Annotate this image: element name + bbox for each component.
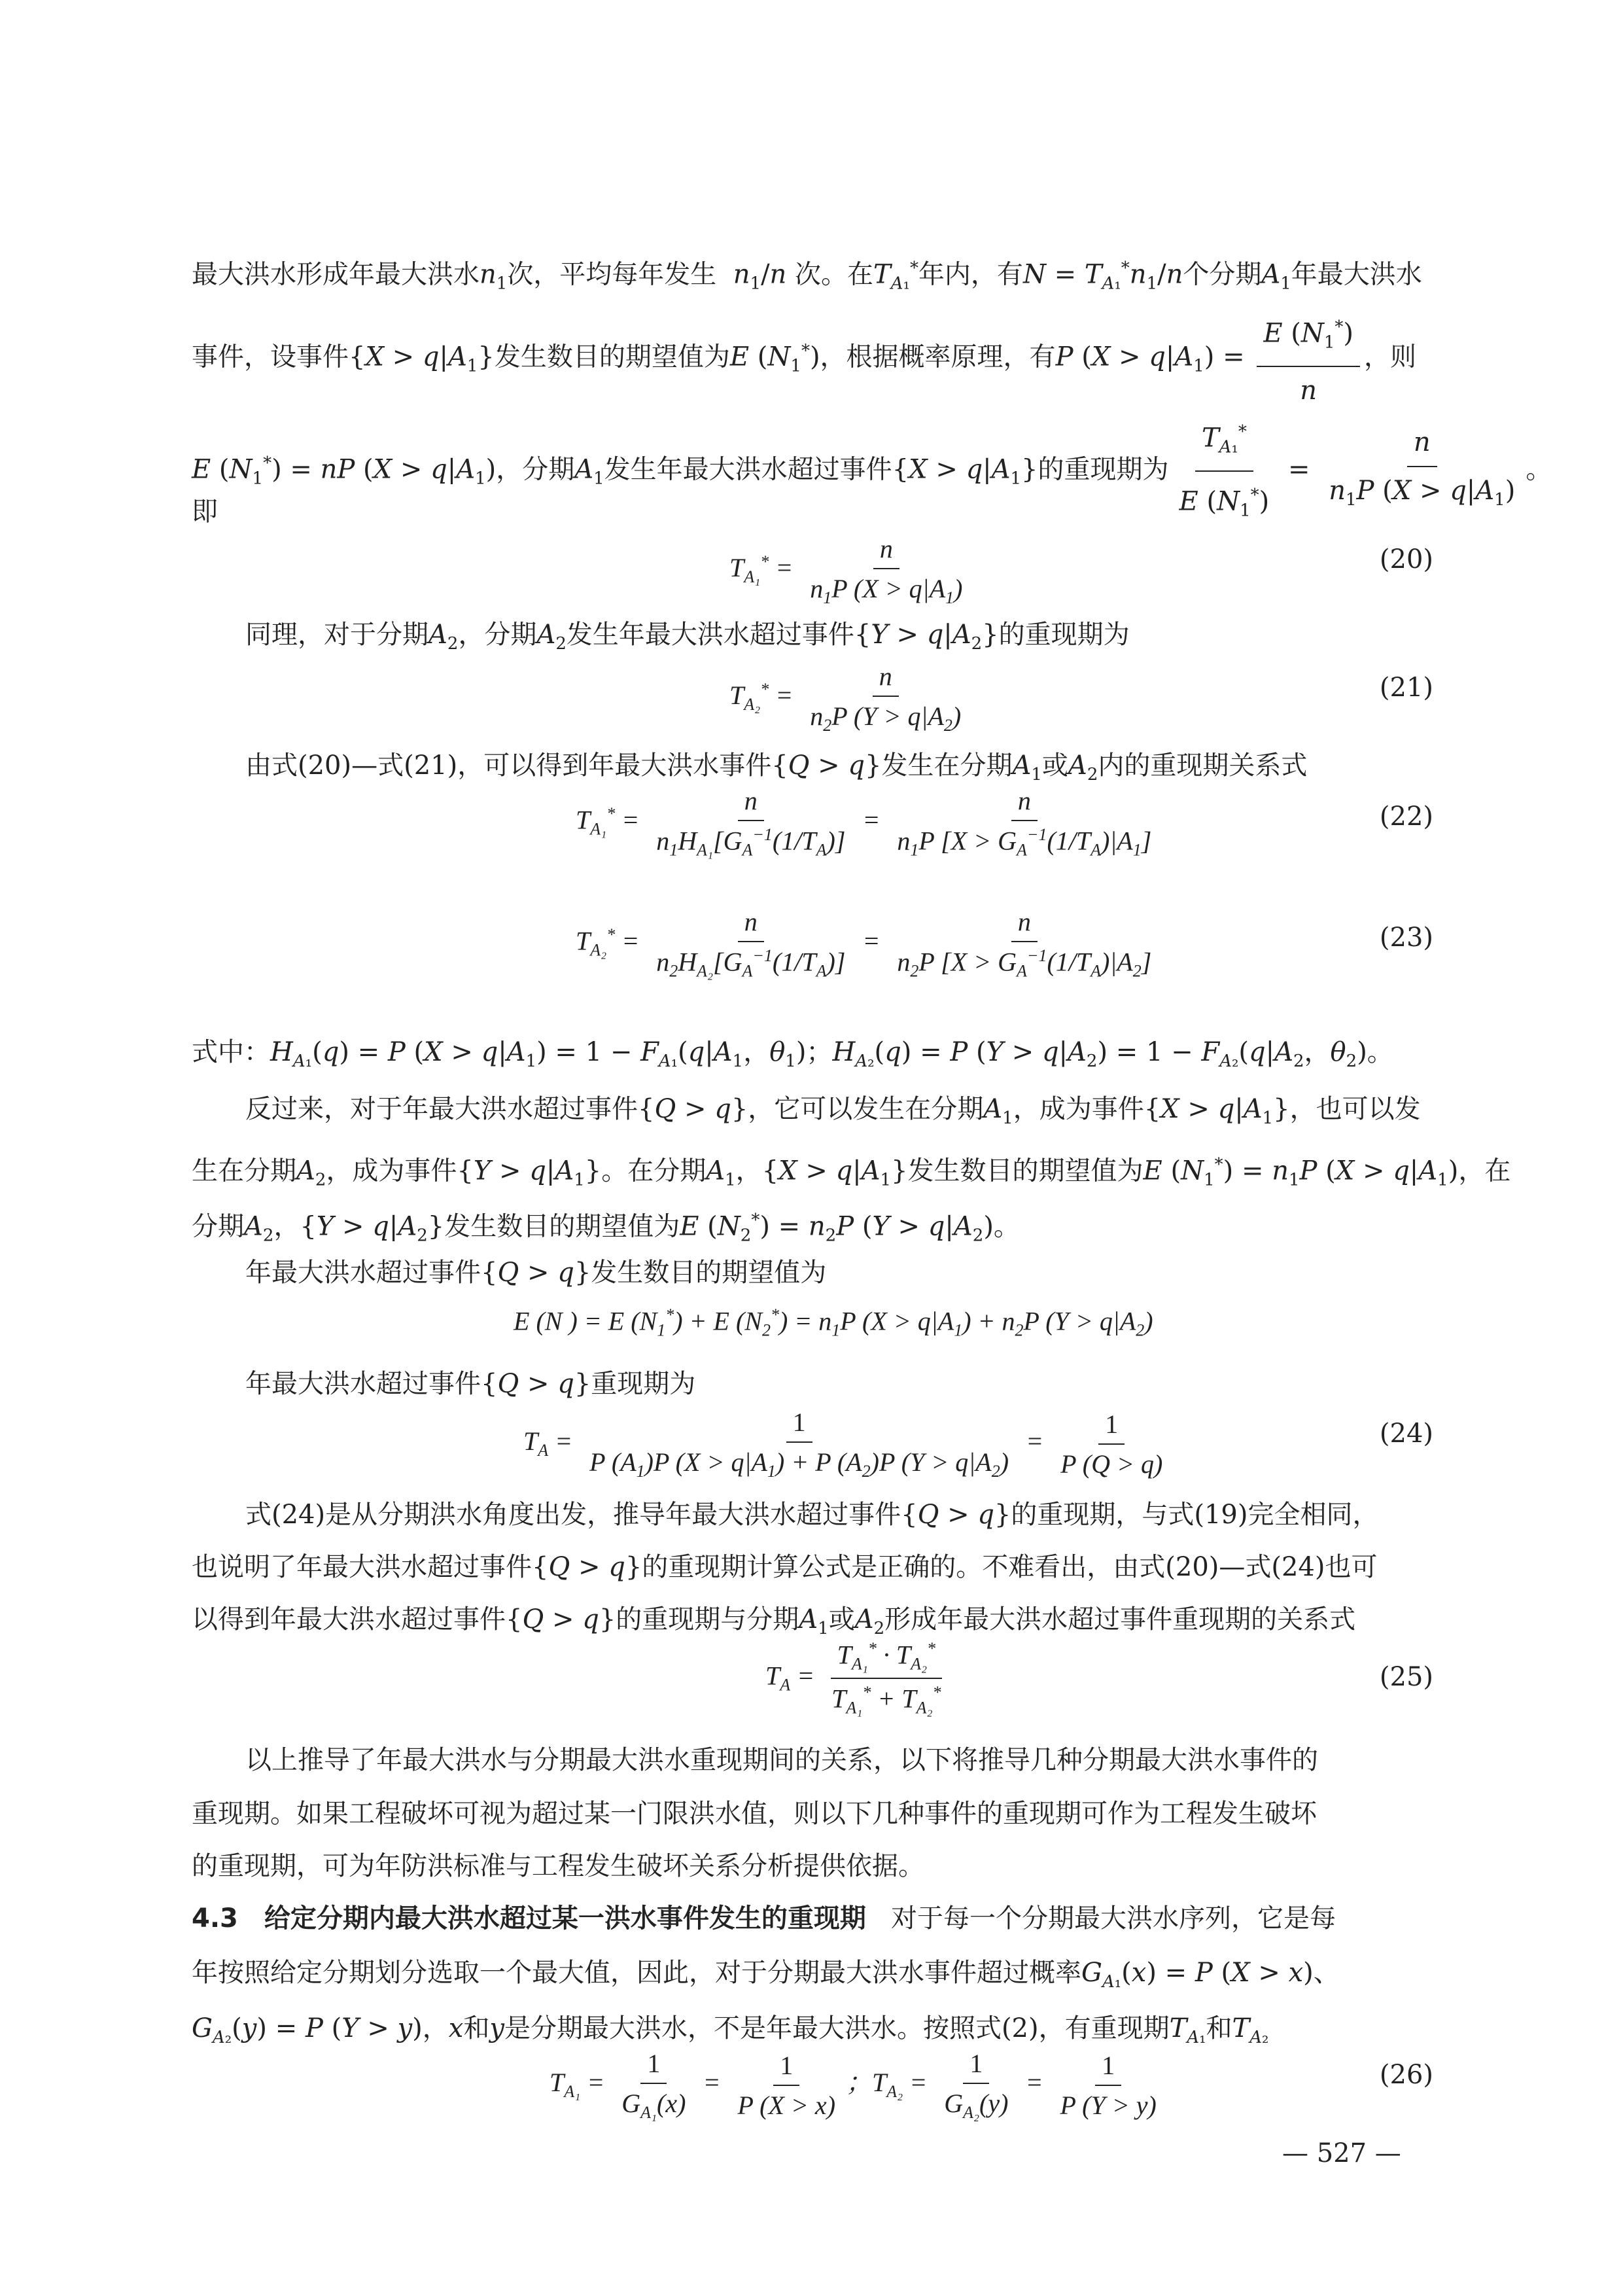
text-line: 的重现期，可为年防洪标准与工程发生破坏关系分析提供依据。 [192, 1851, 924, 1881]
text-line: 以得到年最大洪水超过事件{Q > q}的重现期与分期$A_1$或$A_2$形成年最大洪水超过事件重现期的关系式 [192, 1604, 1356, 1638]
text-line: 事件，设事件$\{X > q|A_1\}$发生数目的期望值为E $(N_1^*)$，根据概率原理，有P $(X > q|A_1)$ = $\frac{E (N_1^*)}{n}$ ，则 [192, 308, 1435, 410]
eqno-26: (26) [1379, 2060, 1433, 2090]
ji-text: 即 [192, 497, 218, 527]
eqno-25: (25) [1379, 1662, 1433, 1692]
text-line: 同理，对于分期$A_2$，分期$A_2$发生年最大洪水超过事件$\{Y > q|A_2\}$的重现期为 [245, 620, 1130, 654]
text-line: 重现期。如果工程破坏可视为超过某一门限洪水值，则以下几种事件的重现期可作为工程发生破坏 [192, 1799, 1317, 1829]
text-line: 年按照给定分期划分选取一个最大值，因此，对于分期最大洪水事件超过概率$G_{A_1}(x) = P$ (X > x)、 [192, 1958, 1340, 1992]
equation-24: $T_A$ = $\frac{1}{P (A_1)P (X > q|A_1) + P (A_2)P (Y > q|A_2)}$ = $\frac{1}{P (Q > q)}$ [523, 1407, 1163, 1481]
equation-22: $T_{A_1}^*$ = $\frac{n}{n_1H_{A_1}[G_A^{-1}(1/T_A)]}$ = $\frac{n}{n_1P [X > G_A^{-1}(1/T_A)|A_1]}$ [576, 786, 1152, 860]
equation-21: $T_{A_2}^*$ = $\frac{n}{n_2P (Y > q|A_2)}$ [729, 662, 962, 735]
equation-EN: E (N ) = E $(N_1^*) + E$ $(N_2^*) = n_1P$ $(X > q|A_1) + n_2P$ $(Y > q|A_2)$ [514, 1305, 1153, 1340]
page-number: — 527 — [1282, 2138, 1401, 2168]
eqno-23: (23) [1379, 923, 1433, 953]
text-line: 生在分期$A_2$，成为事件$\{Y > q|A_1\}$。在分期$A_1$，$\{X > q|A_1\}$发生数目的期望值为E $(N_1^*) = n_1P$ $(X > q|A_1)$，在 [192, 1155, 1511, 1190]
section-text: 对于每一个分期最大洪水序列，它是每 [891, 1903, 1336, 1934]
text-line: 以上推导了年最大洪水与分期最大洪水重现期间的关系，以下将推导几种分期最大洪水事件的 [245, 1745, 1318, 1775]
equation-26: $T_{A_1}$ = $\frac{1}{G_{A_1}(x)}$ = $\frac{1}{P (X > x)}$ ；$T_{A_2}$ = $\frac{1}{G_{A_2}(y)}$ = $\frac{1}{P (Y > y)}$ [550, 2049, 1157, 2122]
text-line: 也说明了年最大洪水超过事件{Q > q}的重现期计算公式是正确的。不难看出，由式(20)—式(24)也可 [192, 1552, 1378, 1582]
equation-25: $T_A$ = $\frac{T_{A_1}^* \cdot T_{A_2}^*}{T_{A_1}^* + T_{A_2}^*}$ [765, 1639, 941, 1718]
eqno-22: (22) [1379, 802, 1433, 832]
text-line: 式(24)是从分期洪水角度出发，推导年最大洪水超过事件{Q > q}的重现期，与式(19)完全相同， [245, 1500, 1379, 1530]
text-line: 由式(20)—式(21)，可以得到年最大洪水事件{Q > q}发生在分期$A_1$或$A_2$内的重现期关系式 [245, 751, 1308, 785]
section-heading: 4.3 给定分期内最大洪水超过某一洪水事件发生的重现期 [192, 1903, 866, 1934]
text-line: 反过来，对于年最大洪水超过事件{Q > q}，它可以发生在分期$A_1$，成为事件$\{X > q|A_1\}$，也可以发 [245, 1094, 1421, 1128]
text-line: 年最大洪水超过事件{Q > q}重现期为 [245, 1369, 696, 1399]
eqno-21: (21) [1379, 673, 1433, 703]
equation-23: $T_{A_2}^*$ = $\frac{n}{n_2H_{A_2}[G_A^{-1}(1/T_A)]}$ = $\frac{n}{n_2P [X > G_A^{-1}(1/T_A)|A_2]}$ [576, 907, 1152, 981]
text-line: 最大洪水形成年最大洪水$n_1$次，平均每年发生 $n_1/n$ 次。在$T_{A_1}^*$年内，有$N = T_{A_1}^*n_1/n$个分期$A_1$年最大洪水 [192, 258, 1422, 294]
text-line: 年最大洪水超过事件{Q > q}发生数目的期望值为 [245, 1258, 827, 1288]
text-line: 分期$A_2$，$\{Y > q|A_2\}$发生数目的期望值为E $(N_2^*) = n_2P$ $(Y > q|A_2)$。 [192, 1210, 1020, 1246]
eqno-24: (24) [1379, 1419, 1433, 1449]
text-line: 式中：$H_{A_1}(q) = P$ $(X > q|A_1) = 1 - F_{A_1}(q|A_1$，$\theta_1$)；$H_{A_2}(q) = P$ $(Y > q|A_2) = 1 - F_{A_2}(q|A_2$，$\theta_2$)。 [192, 1037, 1393, 1071]
text-line: $G_{A_2}(y) = P$ (Y > y)，x和y是分期最大洪水，不是年最大洪水。按照式(2)，有重现期$T_{A_1}$和$T_{A_2}$ [192, 2013, 1269, 2047]
eqno-20: (20) [1379, 544, 1433, 574]
equation-20: $T_{A_1}^*$ = $\frac{n}{n_1P (X > q|A_1)}$ [729, 534, 963, 607]
section-4-3 [192, 1899, 1435, 1938]
text-line: E $(N_1^*)$ = nP $(X > q|A_1)$，分期$A_1$发生年最大洪水超过事件$\{X > q|A_1\}$的重现期为 $\frac{T_{A_1}^*}{E (N_1^*)}$ = $\frac{n}{n_1P (X > q|A_1)}$ 。 [192, 412, 1435, 531]
